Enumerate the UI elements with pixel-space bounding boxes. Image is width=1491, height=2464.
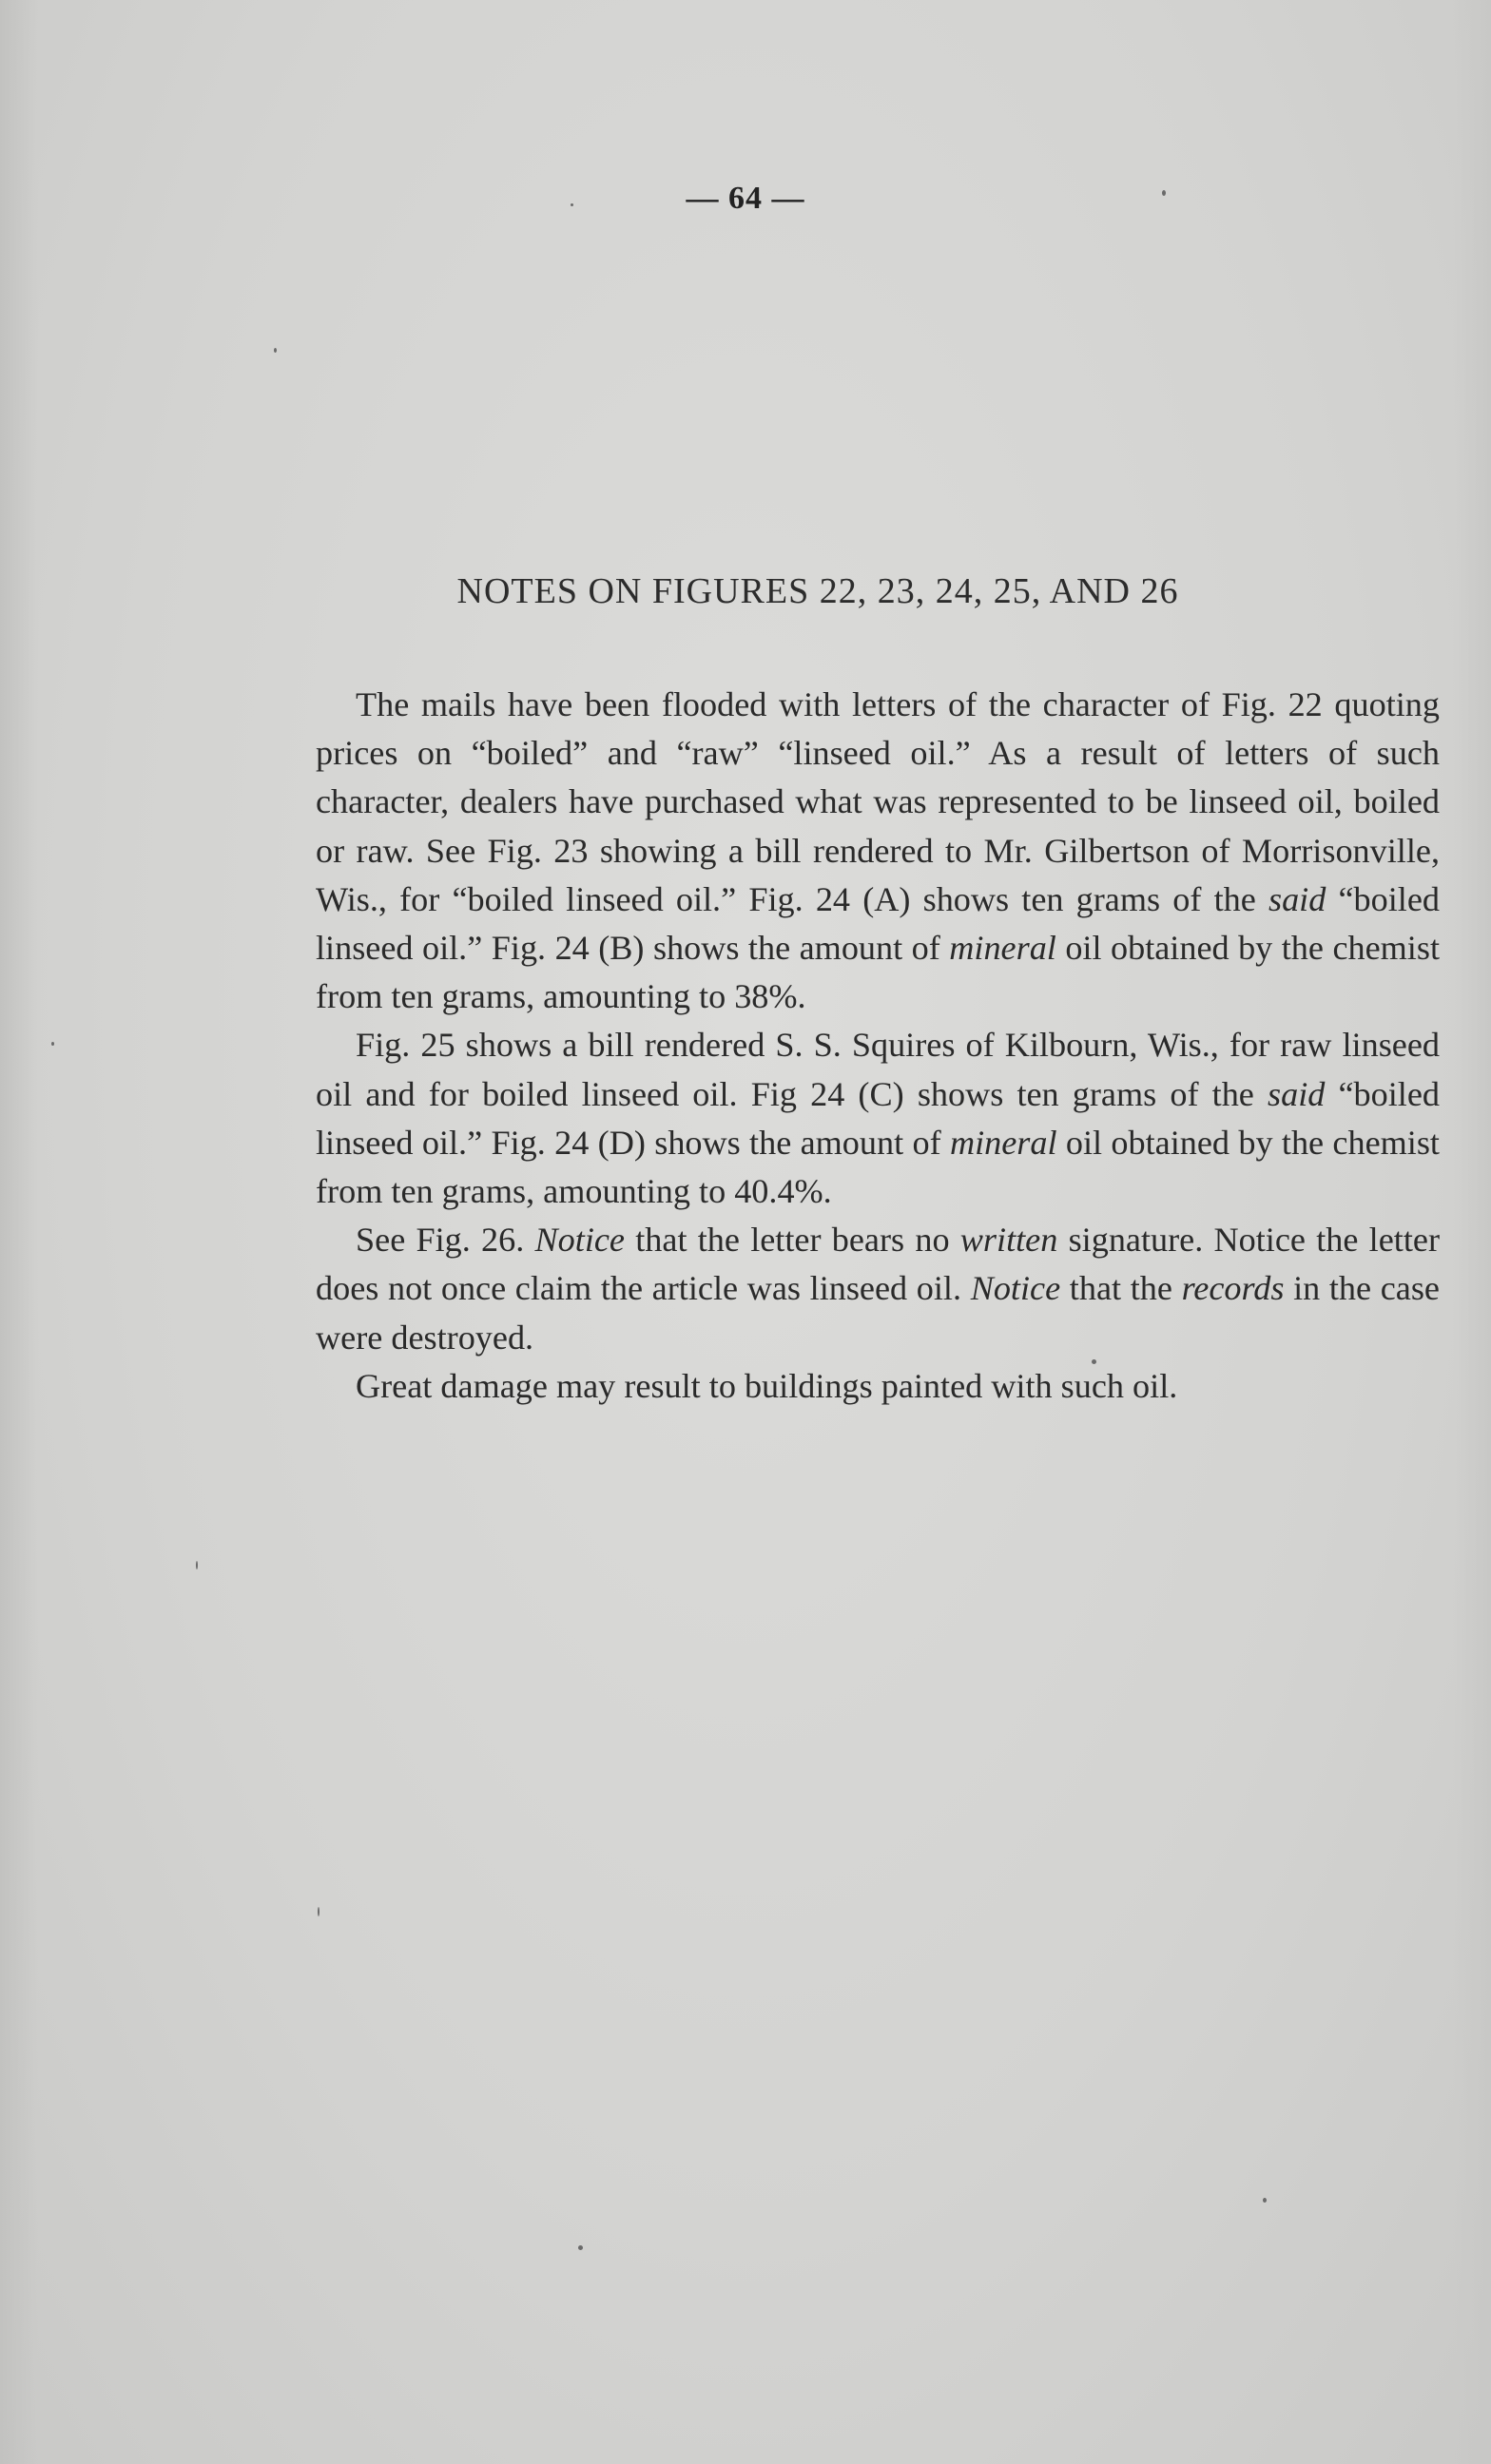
scan-speck <box>196 1561 198 1569</box>
page-right-edge-shadow <box>1453 0 1491 2464</box>
body-text <box>316 681 1440 1411</box>
paragraph-2 <box>316 1021 1440 1216</box>
scan-speck <box>51 1042 54 1046</box>
italic-word: mineral <box>949 929 1056 968</box>
page-number: — 64 — <box>686 181 805 216</box>
scan-speck <box>274 348 277 353</box>
text-run: Fig. 25 shows a bill rendered S. S. Squires of Kilbourn, Wis., for raw linseed oil and for boiled linseed oil. Fig 24 (C) shows ten grams of the <box>316 1026 1440 1113</box>
italic-word: records <box>1181 1269 1285 1308</box>
italic-word: Notice <box>534 1221 625 1260</box>
paragraph-1 <box>316 681 1440 1021</box>
italic-word: Notice <box>970 1269 1061 1308</box>
scan-speck <box>318 1907 320 1916</box>
italic-word: written <box>959 1221 1058 1260</box>
text-run: oil obtained by the chemist from ten grams, amounting to 40.4%. <box>316 1123 1440 1211</box>
italic-word: said <box>1268 1074 1326 1113</box>
text-run: See Fig. 26. <box>356 1221 535 1260</box>
scan-speck <box>578 2245 583 2250</box>
text-run: oil obtained by the chemist from ten grams, amounting to 38%. <box>316 929 1440 1016</box>
text-run: in the case were destroyed. <box>316 1269 1440 1357</box>
page-left-edge-shadow <box>0 0 38 2464</box>
text-run: signature. Notice the letter does not once claim the article was linseed oil. <box>316 1221 1440 1308</box>
page-heading: NOTES ON FIGURES 22, 23, 24, 25, AND 26 <box>456 571 1179 611</box>
text-run: that the <box>1060 1269 1182 1308</box>
text-run: The mails have been flooded with letters of the character of Fig. 22 quoting prices on “boiled” and “raw” “linseed oil.” As a result of letters of such character, dealers have purchased what was represented to be linseed oil, boiled or raw. See Fig. 23 showing a bill rendered to Mr. Gilbertson of Morrisonville, Wis., for “boiled linseed oil.” Fig. 24 (A) shows ten grams of the <box>316 685 1440 918</box>
paragraph-4: Great damage may result to buildings painted with such oil. <box>356 1366 1178 1405</box>
scan-speck <box>1263 2198 1267 2203</box>
italic-word: mineral <box>949 1123 1057 1162</box>
text-run: “boiled linseed oil.” Fig. 24 (D) shows the amount of <box>316 1074 1440 1162</box>
text-run: that the letter bears no <box>625 1221 960 1260</box>
italic-word: said <box>1268 879 1326 918</box>
paragraph-3 <box>316 1216 1440 1362</box>
text-run: “boiled linseed oil.” Fig. 24 (B) shows the amount of <box>316 879 1441 968</box>
